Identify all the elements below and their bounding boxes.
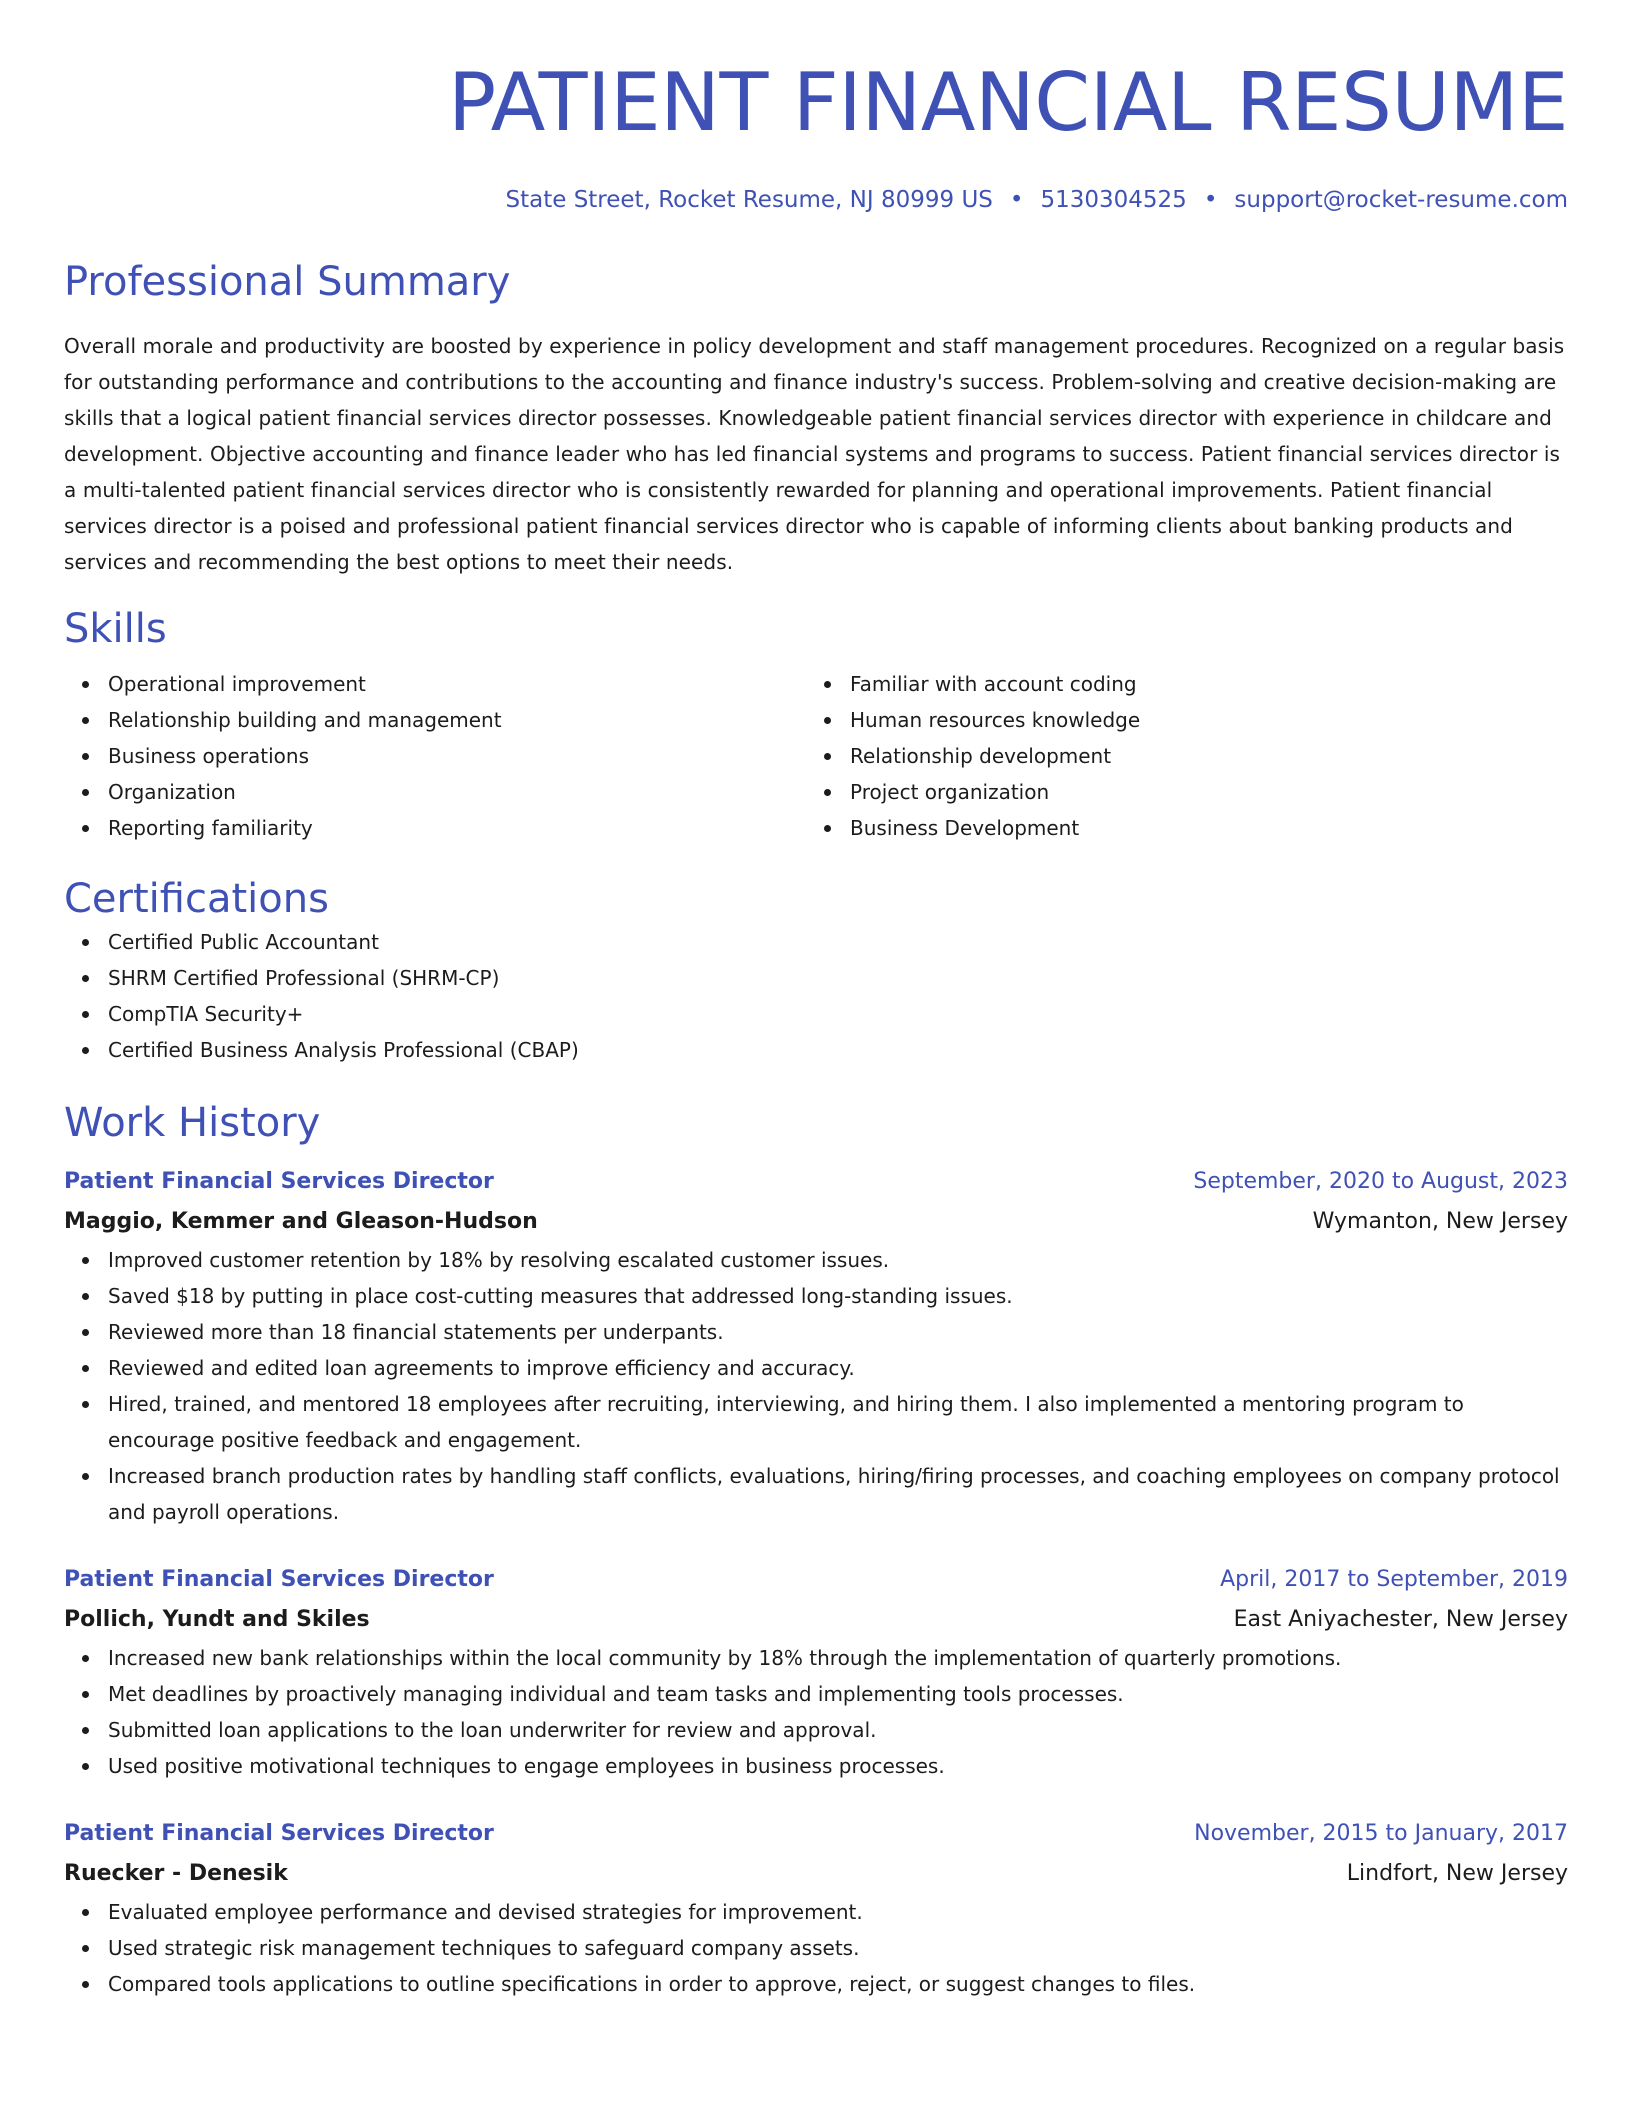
job-bullet: Hired, trained, and mentored 18 employees after recruiting, interviewing, and hiring them. I also implemented a mentoring program to encourage positive feedback and engagement. (108, 1386, 1568, 1458)
job-location: Lindfort, New Jersey (1346, 1861, 1568, 1886)
certification-item: SHRM Certified Professional (SHRM-CP) (108, 960, 1568, 996)
contact-separator: • (1009, 187, 1024, 213)
job-bullet: Submitted loan applications to the loan underwriter for review and approval. (108, 1712, 1568, 1748)
job-bullet: Reviewed more than 18 financial statements per underpants. (108, 1314, 1568, 1350)
job-header-row (64, 1162, 1568, 1202)
certification-item: Certified Business Analysis Professional (CBAP) (108, 1032, 1568, 1068)
job-company-row (64, 1600, 1568, 1640)
job-bullet: Met deadlines by proactively managing individual and team tasks and implementing tools processes. (108, 1676, 1568, 1712)
skill-item: Reporting familiarity (108, 810, 806, 846)
skill-item: Operational improvement (108, 666, 806, 702)
job-bullets (64, 1242, 1568, 1530)
job-company-row (64, 1854, 1568, 1894)
certification-item: CompTIA Security+ (108, 996, 1568, 1032)
skill-item: Human resources knowledge (850, 702, 1548, 738)
job-bullet: Improved customer retention by 18% by resolving escalated customer issues. (108, 1242, 1568, 1278)
skill-item: Familiar with account coding (850, 666, 1548, 702)
job-dates: November, 2015 to January, 2017 (1194, 1821, 1568, 1846)
skills-grid (64, 666, 1568, 846)
section-title-work-history: Work History (64, 1100, 321, 1146)
job-bullet: Increased new bank relationships within the local community by 18% through the implementation of quarterly promotions. (108, 1640, 1568, 1676)
job-company: Pollich, Yundt and Skiles (64, 1607, 370, 1632)
job-bullet: Compared tools applications to outline specifications in order to approve, reject, or suggest changes to files. (108, 1966, 1568, 2002)
skill-item: Relationship development (850, 738, 1548, 774)
job-bullets (64, 1640, 1568, 1784)
skills-list-left (64, 666, 806, 846)
job-dates: September, 2020 to August, 2023 (1193, 1169, 1568, 1194)
summary-paragraph: Overall morale and productivity are boosted by experience in policy development and staff management procedures. Recognized on a regular basis for outstanding performance and contributions to the accounting and finance industry's success. Problem-solving and creative decision-making are skills that a logical patient financial services director possesses. Knowledgeable patient financial services director with experience in childcare and development. Objective accounting and finance leader who has led financial systems and programs to success. Patient financial services director is a multi-talented patient financial services director who is consistently rewarded for planning and operational improvements. Patient financial services director is a poised and professional patient financial services director who is capable of informing clients about banking products and services and recommending the best options to meet their needs. (64, 334, 1565, 574)
job-company-row (64, 1202, 1568, 1242)
job-bullets (64, 1894, 1568, 2002)
job-company: Ruecker - Denesik (64, 1861, 288, 1886)
job-title: Patient Financial Services Director (64, 1567, 494, 1592)
resume-name: PATIENT FINANCIAL RESUME (447, 56, 1568, 149)
job-entry (64, 1162, 1568, 1530)
skills-list-right (806, 666, 1548, 846)
job-bullet: Used strategic risk management techniques to safeguard company assets. (108, 1930, 1568, 1966)
job-bullet: Evaluated employee performance and devised strategies for improvement. (108, 1894, 1568, 1930)
contact-email: support@rocket-resume.com (1234, 187, 1568, 213)
certifications-list (64, 924, 1568, 1068)
job-title: Patient Financial Services Director (64, 1169, 494, 1194)
job-bullet: Used positive motivational techniques to engage employees in business processes. (108, 1748, 1568, 1784)
skill-item: Relationship building and management (108, 702, 806, 738)
section-title-summary: Professional Summary (64, 259, 511, 305)
job-bullet: Saved $18 by putting in place cost-cutting measures that addressed long-standing issues. (108, 1278, 1568, 1314)
section-title-certifications: Certifications (64, 876, 329, 922)
skill-item: Business Development (850, 810, 1548, 846)
skill-item: Organization (108, 774, 806, 810)
job-bullet: Reviewed and edited loan agreements to improve efficiency and accuracy. (108, 1350, 1568, 1386)
contact-line (64, 184, 1568, 216)
job-dates: April, 2017 to September, 2019 (1220, 1567, 1568, 1592)
contact-address: State Street, Rocket Resume, NJ 80999 US (505, 187, 993, 213)
section-title-skills: Skills (64, 606, 167, 652)
job-entry (64, 1814, 1568, 2002)
job-header-row (64, 1814, 1568, 1854)
job-location: East Aniyachester, New Jersey (1233, 1607, 1568, 1632)
resume-page (64, 0, 1568, 2002)
skill-item: Project organization (850, 774, 1548, 810)
job-company: Maggio, Kemmer and Gleason-Hudson (64, 1209, 538, 1234)
job-entry (64, 1560, 1568, 1784)
job-title: Patient Financial Services Director (64, 1821, 494, 1846)
job-bullet: Increased branch production rates by handling staff conflicts, evaluations, hiring/firing processes, and coaching employees on company protocol and payroll operations. (108, 1458, 1568, 1530)
contact-separator: • (1203, 187, 1218, 213)
certification-item: Certified Public Accountant (108, 924, 1568, 960)
contact-phone: 5130304525 (1040, 187, 1187, 213)
job-location: Wymanton, New Jersey (1312, 1209, 1568, 1234)
skill-item: Business operations (108, 738, 806, 774)
job-header-row (64, 1560, 1568, 1600)
